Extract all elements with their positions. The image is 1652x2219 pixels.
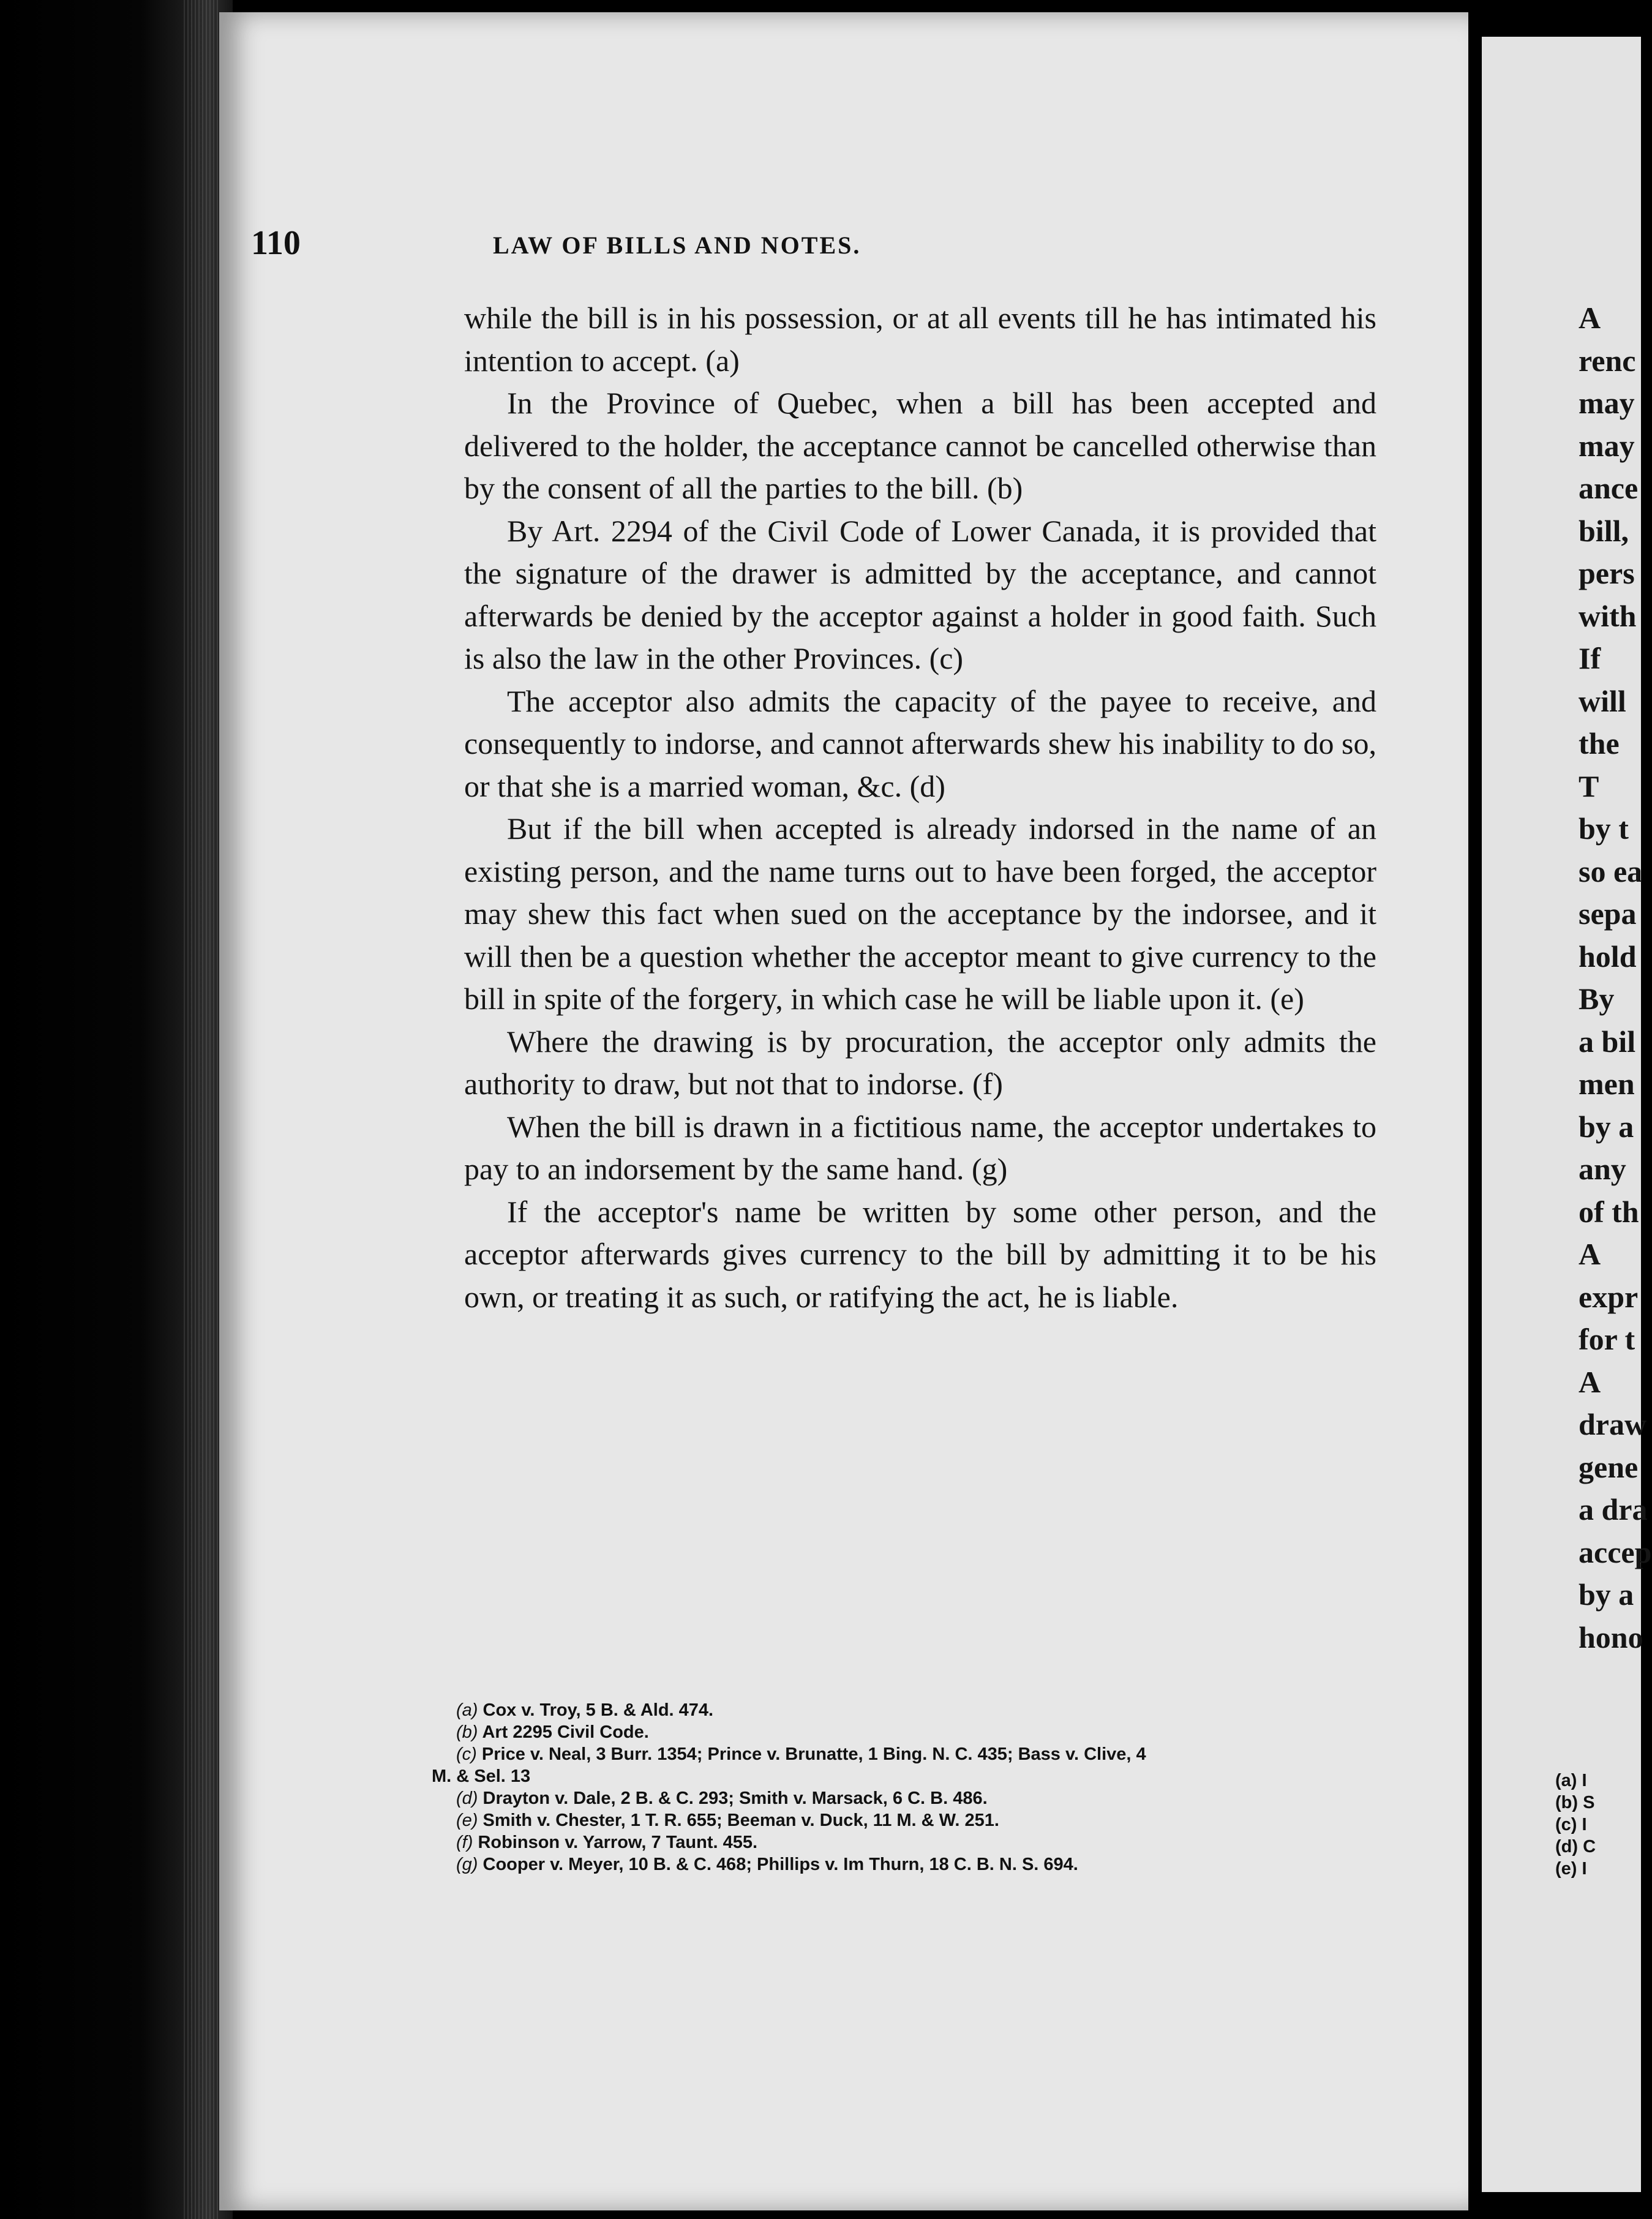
- footnote: [456, 1743, 1387, 1765]
- paragraph-2: In the Province of Quebec, when a bill has been accepted and delivered to the holder, the acceptance cannot be cancelled otherwise than by the consent of all the parties to the bill. (b): [464, 386, 1376, 505]
- paragraph-7: When the bill is drawn in a fictitious name, the acceptor undertakes to pay to an indorsement by the same hand. (g): [464, 1109, 1376, 1186]
- facing-line: with: [1579, 598, 1637, 633]
- binding-streaks: [184, 0, 220, 2219]
- facing-line: T: [1579, 768, 1599, 803]
- facing-line: expr: [1579, 1279, 1639, 1314]
- facing-line: If: [1579, 641, 1601, 675]
- footnote: [456, 1699, 1387, 1721]
- footnote-mark: (a): [456, 1700, 478, 1720]
- facing-line: sepa: [1579, 896, 1637, 931]
- page-number: 110: [251, 224, 301, 262]
- footnote: [432, 1765, 1387, 1787]
- footnote-text: Price v. Neal, 3 Burr. 1354; Prince v. Brunatte, 1 Bing. N. C. 435; Bass v. Clive, 4: [481, 1744, 1146, 1764]
- facing-line: for t: [1579, 1322, 1635, 1356]
- facing-footnote: (a) I: [1555, 1771, 1587, 1790]
- facing-line: A: [1579, 1364, 1601, 1399]
- paragraph-3: By Art. 2294 of the Civil Code of Lower Canada, it is provided that the signature of the drawer is admitted by the acceptance, and cannot afterwards be denied by the acceptor against a holder in good faith. Such is also the law in the other Provinces. (c): [464, 513, 1376, 675]
- paragraph-1: while the bill is in his possession, or at all events till he has intimated his intention to accept. (a): [464, 301, 1376, 378]
- facing-line: by t: [1579, 811, 1629, 846]
- facing-page-text: [1579, 297, 1652, 1659]
- facing-line: ance: [1579, 471, 1639, 505]
- footnote-mark: (e): [456, 1811, 478, 1830]
- facing-line: bill,: [1579, 513, 1629, 548]
- footnote-text: Cooper v. Meyer, 10 B. & C. 468; Phillips v. Im Thurn, 18 C. B. N. S. 694.: [482, 1855, 1078, 1874]
- facing-footnote: (e) I: [1555, 1859, 1587, 1879]
- footnote-mark: (d): [456, 1789, 478, 1808]
- facing-footnote: (c) I: [1555, 1815, 1587, 1834]
- paragraph-4: The acceptor also admits the capacity of the payee to receive, and consequently to indorse, and cannot afterwards shew his inability to do so, or that she is a married woman, &c. (d): [464, 683, 1376, 803]
- facing-line: so ea: [1579, 854, 1643, 888]
- facing-line: the: [1579, 726, 1620, 760]
- paragraph-6: Where the drawing is by procuration, the acceptor only admits the authority to draw, but not that to indorse. (f): [464, 1024, 1376, 1101]
- footnote: [456, 1721, 1387, 1743]
- footnote-text: Smith v. Chester, 1 T. R. 655; Beeman v. Duck, 11 M. & W. 251.: [482, 1811, 999, 1830]
- facing-line: A: [1579, 1237, 1601, 1271]
- paragraph-8: If the acceptor's name be written by some other person, and the acceptor afterwards gives currency to the bill by admitting it to be his own, or treating it as such, or ratifying the act, he is liable.: [464, 1194, 1376, 1314]
- footnote-mark: (b): [456, 1722, 478, 1742]
- facing-line: hold: [1579, 939, 1637, 974]
- facing-line: will: [1579, 683, 1626, 718]
- footnote: [456, 1853, 1387, 1875]
- facing-line: By: [1579, 982, 1615, 1016]
- footnote-text: Cox v. Troy, 5 B. & Ald. 474.: [482, 1700, 714, 1720]
- facing-line: A: [1579, 301, 1601, 335]
- footnote-mark: (g): [456, 1855, 478, 1874]
- facing-line: of th: [1579, 1194, 1639, 1229]
- facing-line: any: [1579, 1152, 1626, 1186]
- facing-line: men: [1579, 1067, 1635, 1101]
- facing-line: a bil: [1579, 1024, 1636, 1059]
- footnote-text: Robinson v. Yarrow, 7 Taunt. 455.: [478, 1833, 758, 1852]
- facing-line: draw: [1579, 1407, 1647, 1441]
- facing-footnote: (b) S: [1555, 1793, 1595, 1812]
- page-header: [251, 223, 1384, 272]
- paragraph-5: But if the bill when accepted is already indorsed in the name of an existing person, and the name turns out to have been forged, the acceptor may shew this fact when sued on the acceptance by the indorsee, and it will then be a question whether the acceptor meant to give currency to the bill in spite of the forgery, in which case he will be liable upon it. (e): [464, 811, 1376, 1016]
- facing-line: a dra: [1579, 1492, 1648, 1526]
- footnote-mark: (c): [456, 1744, 477, 1764]
- footnote-text: Drayton v. Dale, 2 B. & C. 293; Smith v. Marsack, 6 C. B. 486.: [482, 1789, 988, 1808]
- footnote: [456, 1809, 1387, 1831]
- footnote-text: Art 2295 Civil Code.: [482, 1722, 649, 1742]
- facing-line: may: [1579, 428, 1635, 463]
- footnote: [456, 1787, 1387, 1809]
- footnote-mark: (f): [456, 1833, 473, 1852]
- facing-line: hono: [1579, 1620, 1643, 1654]
- facing-line: renc: [1579, 343, 1636, 378]
- footnote: [456, 1831, 1387, 1853]
- facing-line: accep: [1579, 1534, 1652, 1569]
- facing-line: pers: [1579, 556, 1635, 590]
- footnote-text: M. & Sel. 13: [432, 1767, 531, 1786]
- body-text: [464, 297, 1376, 1318]
- page-gutter: [1468, 0, 1482, 2219]
- facing-line: gene: [1579, 1449, 1639, 1484]
- footnotes: [432, 1699, 1387, 1875]
- facing-line: by a: [1579, 1109, 1634, 1144]
- running-title: LAW OF BILLS AND NOTES.: [493, 231, 862, 259]
- facing-line: may: [1579, 386, 1635, 420]
- facing-page-footnotes: [1555, 1770, 1641, 1880]
- facing-footnote: (d) C: [1555, 1837, 1596, 1857]
- facing-line: by a: [1579, 1577, 1634, 1612]
